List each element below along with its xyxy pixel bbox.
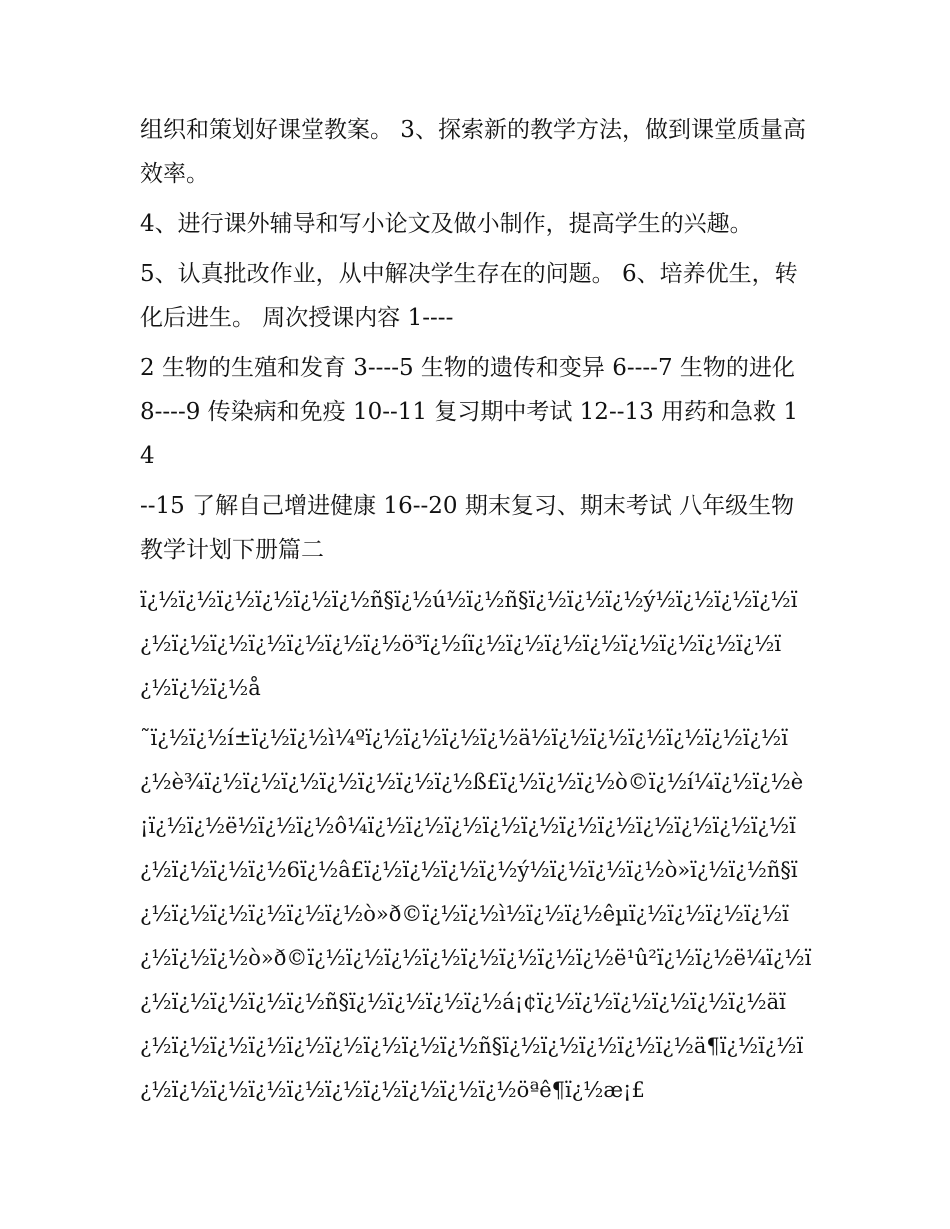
paragraph-teaching-plan: 组织和策划好课堂教案。 3、探索新的教学方法，做到课堂质量高效率。 xyxy=(140,117,806,187)
paragraph-homework: 5、认真批改作业，从中解决学生存在的问题。 6、培养优生，转化后进生。 周次授课内容 1---- xyxy=(140,261,798,331)
paragraph-garbled-2: ˜ï¿½ï¿½í±ï¿½ï¿½ì¼ºï¿½ï¿½ï¿½ï¿½ä½ï¿½ï¿½ï¿½ï¿½ï¿½ï¿½ï¿½è¾ï¿½ï¿½ï¿½ï¿½ï¿½ï¿½ï¿½ß£ï¿½ï¿½ï¿½ò©ï¿½í¼ï¿½ï¿½è¡ï¿½ï¿½ë½ï¿½ï¿½ô¼ï¿½ï¿½ï¿½ï¿½ï¿½ï¿½ï¿½ï¿½ï¿½ï¿½ï¿½ï¿½ï¿½ï¿½ï¿½6ï¿½â£ï¿½ï¿½ï¿½ï¿½ý½ï¿½ï¿½ï¿½ò»ï¿½ï¿½ñ§ï¿½ï¿½ï¿½ï¿½ï¿½ï¿½ò»ð©ï¿½ï¿½ì½ï¿½ï¿½êµï¿½ï¿½ï¿½ï¿½ï¿½ï¿½ï¿½ò»ð©ï¿½ï¿½ï¿½ï¿½ï¿½ï¿½ï¿½ï¿½ë¹û²ï¿½ï¿½ë¼ï¿½ï¿½ï¿½ï¿½ï¿½ï¿½ñ§ï¿½ï¿½ï¿½ï¿½á¡¢ï¿½ï¿½ï¿½ï¿½ï¿½ï¿½äï¿½ï¿½ï¿½ï¿½ï¿½ï¿½ï¿½ï¿½ï¿½ñ§ï¿½ï¿½ï¿½ï¿½ï¿½ä¶ï¿½ï¿½ï¿½ï¿½ï¿½ï¿½ï¿½ï¿½ï¿½ï¿½ï¿½ï¿½öªê¶ï¿½æ¡£ xyxy=(140,726,812,1102)
paragraph-extracurricular: 4、进行课外辅导和写小论文及做小制作，提高学生的兴趣。 xyxy=(140,211,753,237)
document-body xyxy=(140,108,812,1118)
paragraph-schedule: 2 生物的生殖和发育 3----5 生物的遗传和变异 6----7 生物的进化 8----9 传染病和免疫 10--11 复习期中考试 12--13 用药和急救 14 xyxy=(140,355,799,469)
paragraph-garbled-1: ï¿½ï¿½ï¿½ï¿½ï¿½ï¿½ñ§ï¿½ú½ï¿½ñ§ï¿½ï¿½ï¿½ý½ï¿½ï¿½ï¿½ï¿½ï¿½ï¿½ï¿½ï¿½ï¿½ï¿½ö³ï¿½íï¿½ï¿½ï¿½ï¿½ï¿½ï¿½ï¿½ï¿½ï¿½ï¿½ï¿½å xyxy=(140,588,798,700)
paragraph-schedule-end: --15 了解自己增进健康 16--20 期末复习、期末考试 八年级生物教学计划下册篇二 xyxy=(140,493,795,563)
